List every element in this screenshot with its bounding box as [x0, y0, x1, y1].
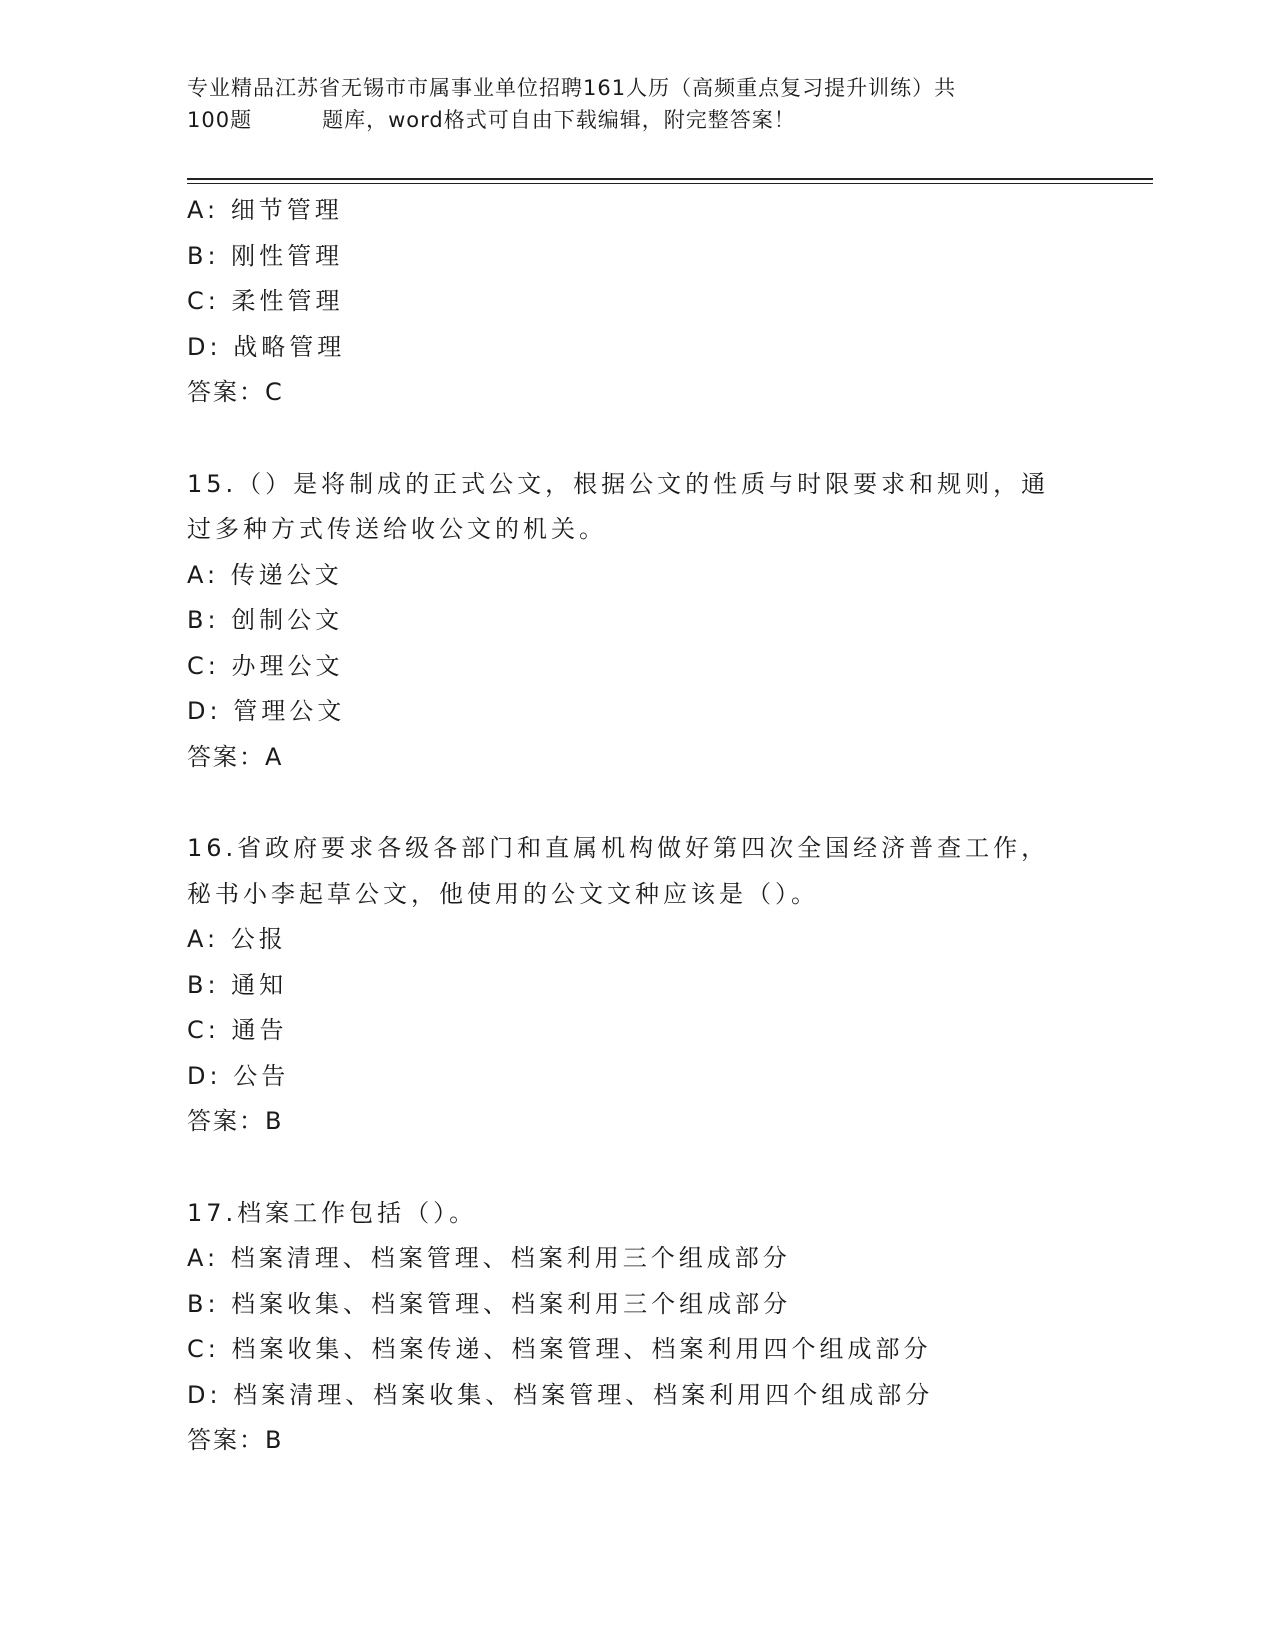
option-d: D: 战略管理: [187, 332, 346, 361]
header-question-count: 100题: [187, 108, 253, 132]
header-description: 题库，word格式可自由下载编辑，附完整答案！: [322, 108, 796, 132]
option-c: C: 办理公文: [187, 651, 344, 680]
option-d: D: 管理公文: [187, 697, 346, 725]
question-stem-line-1: 16.省政府要求各级各部门和直属机构做好第四次全国经济普查工作，: [187, 834, 1050, 862]
option-b: B: 刚性管理: [187, 241, 344, 270]
answer: 答案：A: [187, 742, 284, 771]
option-d: D: 档案清理、档案收集、档案管理、档案利用四个组成部分: [187, 1380, 934, 1409]
answer: 答案：B: [187, 1426, 284, 1454]
option-a: A: 档案清理、档案管理、档案利用三个组成部分: [187, 1244, 791, 1272]
option-b: B: 通知: [187, 970, 288, 999]
option-c: C: 柔性管理: [187, 287, 344, 315]
header-rule-thick: [187, 178, 1153, 180]
option-d: D: 公告: [187, 1061, 290, 1090]
option-a: A: 传递公文: [187, 560, 343, 589]
option-c: C: 通告: [187, 1016, 288, 1044]
option-c: C: 档案收集、档案传递、档案管理、档案利用四个组成部分: [187, 1335, 932, 1363]
header-line-2: [187, 104, 1067, 136]
question-15: [187, 462, 1087, 781]
option-a: A: 细节管理: [187, 196, 343, 224]
question-stem-line-2: 过多种方式传送给收公文的机关。: [187, 515, 607, 543]
header-line-1: 专业精品江苏省无锡市市属事业单位招聘161人历（高频重点复习提升训练）共: [187, 76, 957, 100]
document-header: [187, 72, 1067, 136]
answer: 答案：C: [187, 378, 284, 406]
question-16: [187, 826, 1087, 1145]
option-b: B: 档案收集、档案管理、档案利用三个组成部分: [187, 1289, 792, 1318]
question-14: [187, 188, 1087, 416]
header-rule-thin: [187, 183, 1153, 184]
question-list: [187, 188, 1087, 1464]
question-stem-line-1: 15.（）是将制成的正式公文，根据公文的性质与时限要求和规则，通: [187, 469, 1050, 498]
question-stem-line-1: 17.档案工作包括（）。: [187, 1198, 478, 1227]
question-17: [187, 1191, 1087, 1464]
question-stem-line-2: 秘书小李起草公文，他使用的公文文种应该是（）。: [187, 879, 819, 908]
answer: 答案：B: [187, 1107, 284, 1135]
option-b: B: 创制公文: [187, 606, 344, 634]
option-a: A: 公报: [187, 925, 287, 953]
